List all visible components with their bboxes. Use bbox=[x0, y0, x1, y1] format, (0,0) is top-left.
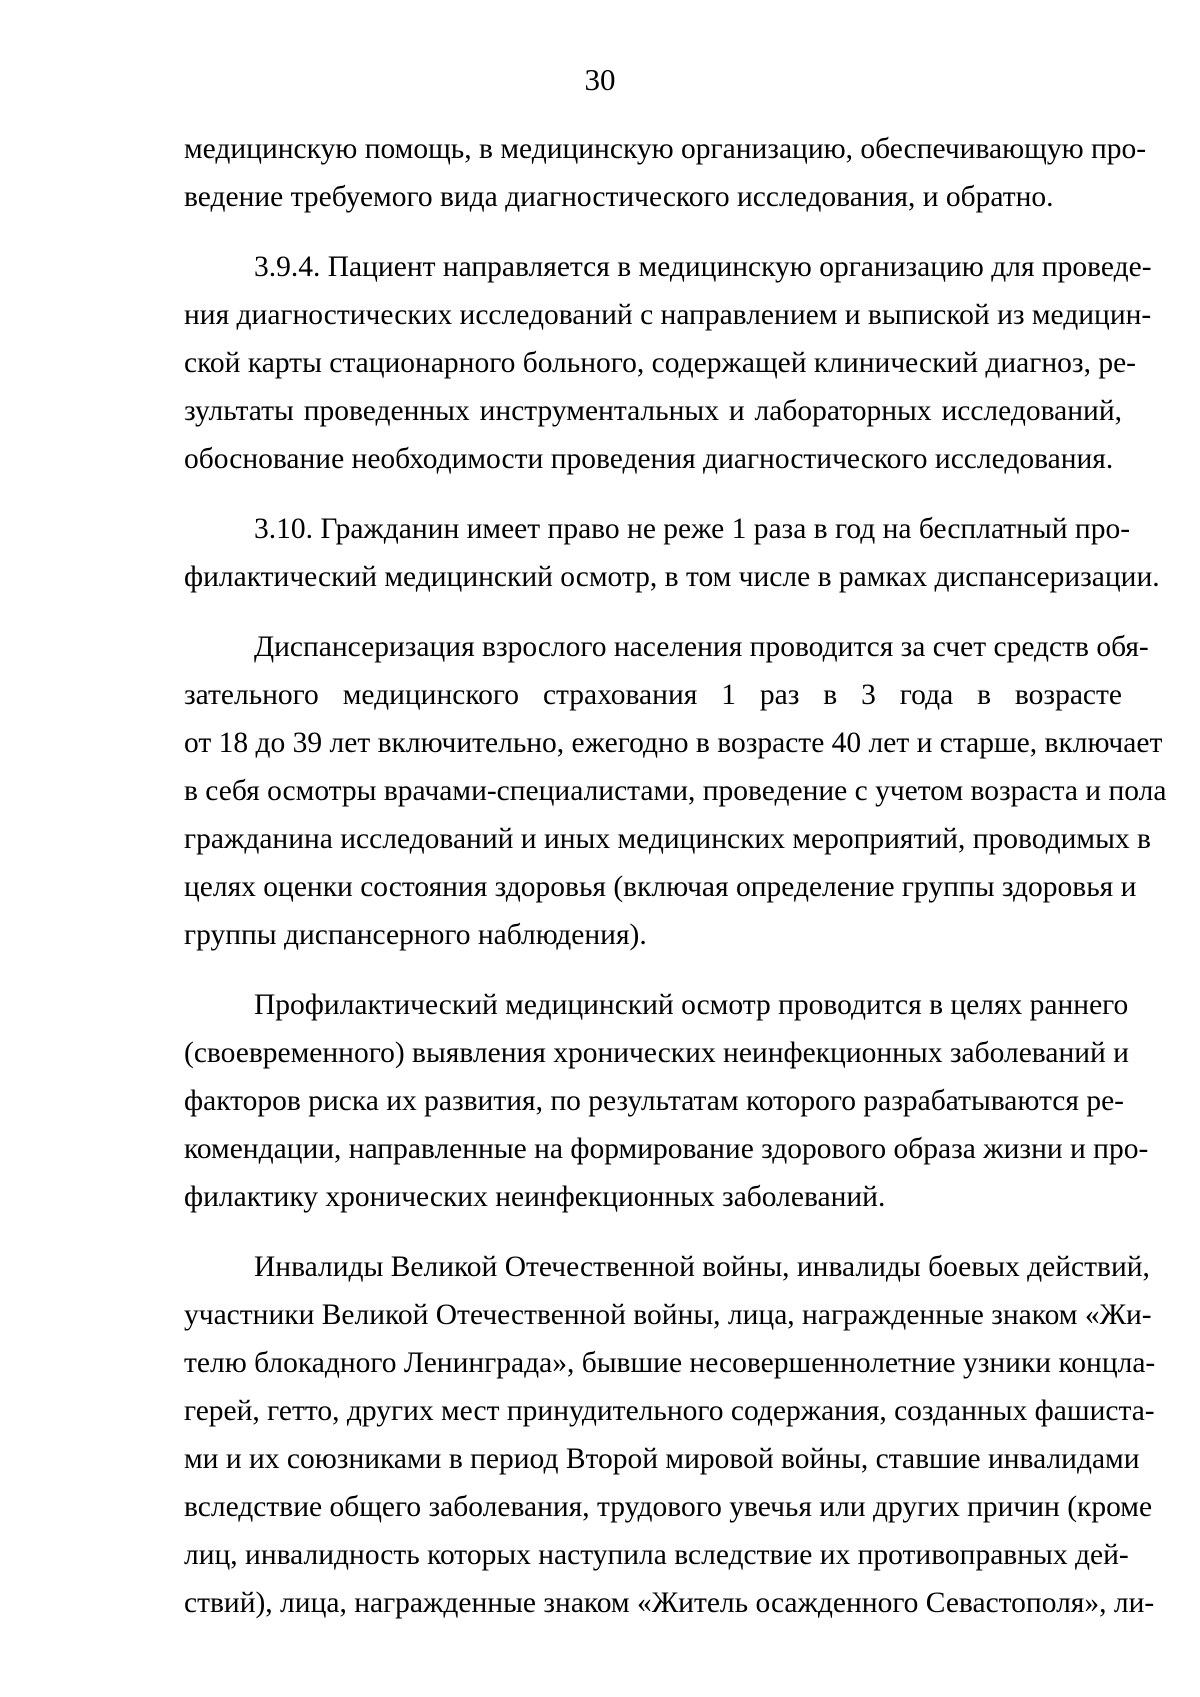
paragraph bbox=[184, 243, 1152, 483]
text-line: обоснование необходимости проведения диагностического исследования. bbox=[184, 443, 1114, 475]
text-line: целях оценки состояния здоровья (включая определение группы здоровья и bbox=[184, 871, 1137, 903]
text-line: филактику хронических неинфекционных заболеваний. bbox=[184, 1181, 886, 1213]
text-line: вследствие общего заболевания, трудового увечья или других причин (кроме bbox=[184, 1491, 1153, 1523]
text-line: 3.10. Гражданин имеет право не реже 1 раза в год на бесплатный про- bbox=[254, 513, 1131, 545]
page-number: 30 bbox=[584, 62, 616, 97]
paragraph bbox=[184, 125, 1147, 221]
paragraph bbox=[184, 1243, 1156, 1627]
text-line: лиц, инвалидность которых наступила вследствие их противоправных дей- bbox=[184, 1539, 1129, 1571]
text-line: герей, гетто, других мест принудительного содержания, созданных фашиста- bbox=[184, 1395, 1155, 1427]
text-line: (своевременного) выявления хронических неинфекционных заболеваний и bbox=[184, 1037, 1129, 1069]
paragraph bbox=[184, 981, 1149, 1221]
text-line: от 18 до 39 лет включительно, ежегодно в возрасте 40 лет и старше, включает bbox=[184, 727, 1163, 759]
document-body bbox=[184, 125, 1167, 1627]
text-line: ми и их союзниками в период Второй мировой войны, ставшие инвалидами bbox=[184, 1443, 1140, 1475]
text-line: ствий), лица, награжденные знаком «Житель осажденного Севастополя», ли- bbox=[184, 1587, 1155, 1619]
text-line: комендации, направленные на формирование здорового образа жизни и про- bbox=[184, 1133, 1149, 1165]
text-line: медицинскую помощь, в медицинскую организацию, обеспечивающую про- bbox=[184, 133, 1147, 165]
paragraph bbox=[184, 623, 1167, 959]
text-line: группы диспансерного наблюдения). bbox=[184, 919, 647, 951]
text-line: Диспансеризация взрослого населения проводится за счет средств обя- bbox=[254, 631, 1149, 663]
text-line: в себя осмотры врачами-специалистами, проведение с учетом возраста и пола bbox=[184, 775, 1167, 807]
text-line: Инвалиды Великой Отечественной войны, инвалиды боевых действий, bbox=[254, 1251, 1150, 1283]
paragraph bbox=[184, 505, 1160, 601]
text-line: Профилактический медицинский осмотр проводится в целях раннего bbox=[254, 989, 1129, 1021]
text-line: ведение требуемого вида диагностического исследования, и обратно. bbox=[184, 181, 1054, 213]
text-line: 3.9.4. Пациент направляется в медицинскую организацию для проведе- bbox=[254, 251, 1152, 283]
text-line: участники Великой Отечественной войны, лица, награжденные знаком «Жи- bbox=[184, 1299, 1152, 1331]
text-line: телю блокадного Ленинграда», бывшие несовершеннолетние узники концла- bbox=[184, 1347, 1156, 1379]
text-line: ния диагностических исследований с направлением и выпиской из медицин- bbox=[184, 299, 1152, 331]
text-line: филактический медицинский осмотр, в том числе в рамках диспансеризации. bbox=[184, 561, 1160, 593]
text-line: ской карты стационарного больного, содержащей клинический диагноз, ре- bbox=[184, 347, 1136, 379]
text-line: факторов риска их развития, по результатам которого разрабатываются ре- bbox=[184, 1085, 1125, 1117]
text-line: зательного медицинского страхования 1 раз в 3 года в возрасте bbox=[184, 679, 1122, 711]
text-line: зультаты проведенных инструментальных и лабораторных исследований, bbox=[184, 395, 1122, 427]
text-line: гражданина исследований и иных медицинских мероприятий, проводимых в bbox=[184, 823, 1151, 855]
